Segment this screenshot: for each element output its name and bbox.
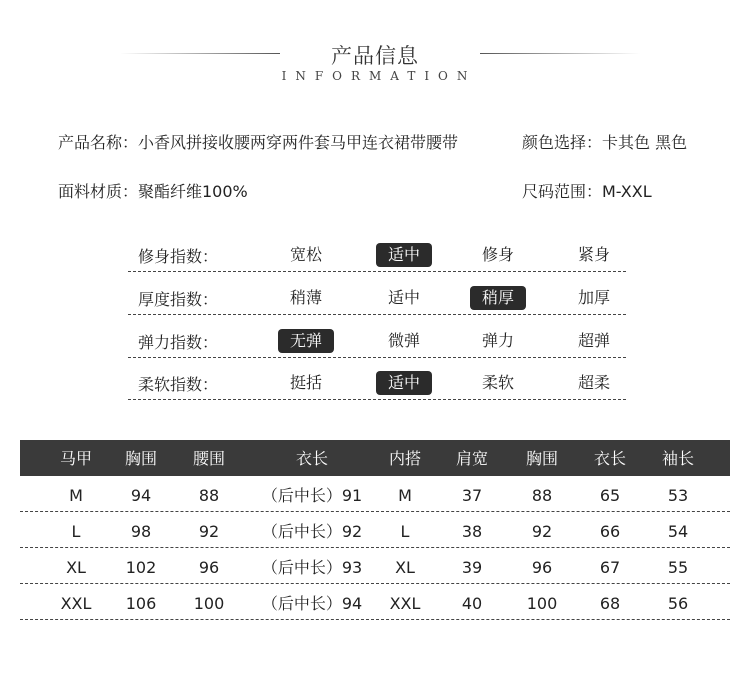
table-header-cell: 衣长	[593, 449, 626, 468]
index-option: 弹力	[481, 331, 514, 350]
table-cell: 106	[125, 594, 157, 613]
table-cell: L	[400, 522, 410, 541]
index-option: 紧身	[577, 245, 610, 264]
table-cell: （后中长）92	[261, 522, 363, 541]
index-label: 修身指数：	[138, 247, 219, 266]
table-cell: 38	[461, 522, 483, 541]
table-cell: 66	[599, 522, 621, 541]
table-cell: （后中长）91	[261, 486, 363, 505]
table-header-cell: 胸围	[525, 449, 558, 468]
index-option: 挺括	[289, 373, 322, 392]
index-option-selected: 稍厚	[470, 286, 526, 310]
table-cell: 92	[198, 522, 220, 541]
table-row	[20, 548, 730, 584]
table-cell: 96	[531, 558, 553, 577]
table-header-cell: 衣长	[295, 449, 328, 468]
table-body	[20, 476, 730, 620]
size-range: 尺码范围：M-XXL	[522, 182, 652, 201]
index-option: 超柔	[577, 373, 610, 392]
index-option: 宽松	[289, 245, 322, 264]
index-option: 微弹	[387, 331, 420, 350]
table-header	[20, 440, 730, 476]
page-subtitle: INFORMATION	[281, 69, 477, 83]
table-cell: 39	[461, 558, 483, 577]
product-name: 产品名称：小香风拼接收腰两穿两件套马甲连衣裙带腰带	[58, 133, 459, 152]
table-cell: XXL	[60, 594, 92, 613]
table-row	[20, 584, 730, 620]
table-cell: 68	[599, 594, 621, 613]
index-option-selected: 适中	[376, 243, 432, 267]
table-cell: 40	[461, 594, 483, 613]
index-option: 加厚	[577, 288, 610, 307]
index-option: 超弹	[577, 331, 610, 350]
index-option: 稍薄	[289, 288, 322, 307]
table-row	[20, 476, 730, 512]
table-header-cell: 胸围	[124, 449, 157, 468]
title-rule-right	[480, 53, 640, 54]
table-cell: 102	[125, 558, 157, 577]
table-header-cell: 腰围	[192, 449, 225, 468]
table-header-cell: 袖长	[661, 449, 694, 468]
table-header-cell: 肩宽	[455, 449, 488, 468]
table-cell: 96	[198, 558, 220, 577]
table-header-cell: 马甲	[59, 449, 92, 468]
table-cell: M	[69, 486, 83, 505]
table-cell: 54	[667, 522, 689, 541]
page-title: 产品信息	[331, 44, 419, 68]
index-option-selected: 无弹	[278, 329, 334, 353]
table-cell: 53	[667, 486, 689, 505]
table-cell: 100	[193, 594, 225, 613]
index-option: 柔软	[481, 373, 514, 392]
table-cell: （后中长）94	[261, 594, 363, 613]
table-cell: （后中长）93	[261, 558, 363, 577]
table-cell: XL	[395, 558, 415, 577]
table-cell: XXL	[389, 594, 421, 613]
table-cell: 92	[531, 522, 553, 541]
index-label: 弹力指数：	[138, 333, 219, 352]
table-cell: 88	[198, 486, 220, 505]
fabric: 面料材质：聚酯纤维100%	[58, 182, 248, 201]
table-cell: 55	[667, 558, 689, 577]
table-cell: 98	[130, 522, 152, 541]
table-row	[20, 512, 730, 548]
table-cell: 100	[526, 594, 558, 613]
index-label: 厚度指数：	[138, 290, 219, 309]
index-label: 柔软指数：	[138, 375, 219, 394]
index-row	[128, 240, 626, 272]
table-cell: L	[71, 522, 81, 541]
table-cell: M	[398, 486, 412, 505]
table-cell: 56	[667, 594, 689, 613]
table-cell: 37	[461, 486, 483, 505]
index-row	[128, 283, 626, 315]
size-table	[20, 440, 730, 620]
table-cell: 94	[130, 486, 152, 505]
index-option: 适中	[387, 288, 420, 307]
color-choice: 颜色选择：卡其色 黑色	[522, 133, 688, 152]
table-cell: 65	[599, 486, 621, 505]
table-cell: XL	[66, 558, 86, 577]
index-option: 修身	[481, 245, 514, 264]
index-option-selected: 适中	[376, 371, 432, 395]
table-header-cell: 内搭	[388, 449, 421, 468]
table-cell: 88	[531, 486, 553, 505]
index-row	[128, 368, 626, 400]
index-row	[128, 326, 626, 358]
table-cell: 67	[599, 558, 621, 577]
